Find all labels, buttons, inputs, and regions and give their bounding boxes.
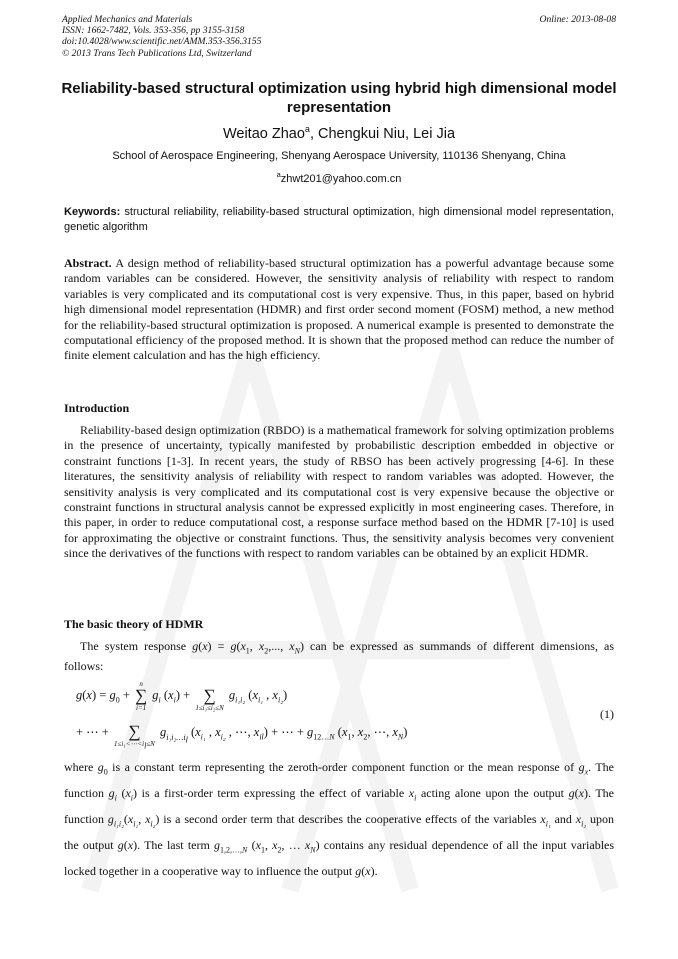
author-email[interactable]	[0, 170, 678, 185]
email-address[interactable]: zhwt201@yahoo.com.cn	[280, 173, 402, 185]
journal-header	[62, 14, 618, 59]
equation-1-line-1: $g(x) = g_0$ + n ∑ i=1 $g_i$ $(x_i)$ + ∑ 1≤i₁≤i₂≤N $g_{i_1i_2}$ ($x_{i_1}$ , $x_{i_2}$)	[76, 680, 288, 712]
section-heading-introduction: Introduction	[64, 401, 130, 415]
section-heading-hdmr: The basic theory of HDMR	[64, 617, 204, 631]
journal-copyright: © 2013 Trans Tech Publications Ltd, Switzerland	[62, 47, 252, 59]
author-affiliation-mark: a	[304, 124, 310, 134]
introduction-paragraph: Reliability-based design optimization (RBDO) is a mathematical framework for solving optimization problems in the presence of uncertainty, typically manifested by probabilistic description embedded in objective or constraint functions [1-3]. In recent years, the study of RBSO has been actively progressing [4-6]. In these literatures, the sensitivity analysis of reliability with respect to random variables was adopted. However, the sensitivity analysis is very complicated and its computational cost is very expensive because the objective or constraint functions in structural analysis cannot be expressed explicitly in most engineering cases. Therefore, in this paper, in order to reduce computational cost, a response surface method based on the HDMR [7-10] is used for approximating the objective or constraint functions. Thus, the sensitivity analysis becomes very convenient since the derivatives of the functions with respect to random variables can be obtained by an explicit HDMR.	[64, 423, 614, 561]
keywords-text: structural reliability, reliability-based structural optimization, high dimensional model representation, genetic algorithm	[64, 206, 614, 233]
keywords	[64, 205, 614, 235]
abstract-text: A design method of reliability-based structural optimization has a powerful advantage because some random variables can be considered. However, the sensitivity analysis of reliability with respect to random variables is very complicated and its computational cost is very expensive. Thus, in this paper, based on hybrid high dimensional model representation (HDMR) and first order second moment (FOSM) method, a new method for the reliability-based structural optimization is proposed. A numerical example is presented to demonstrate the computational efficiency of the proposed method. It is shown that the proposed method can reduce the number of finite element calculation and has the high efficiency.	[64, 256, 614, 363]
response-function-math: g	[192, 639, 199, 653]
author-list	[0, 124, 678, 142]
paper-title: Reliability-based structural optimization using hybrid high dimensional model representation	[61, 80, 617, 116]
equation-1-line-2: + ⋯ + ∑ $1\le i_1<\cdots<i_l\le N$ $g_{i_1i_2\dots i_l}$ ($x_{i_1}$ , $x_{i_2}$ , ⋯, $x_{il}$) + ⋯ + $g_{12\dots N}$ ($x_1$, $x_2$, ⋯, $x_N$)	[76, 722, 408, 751]
email-mark: a	[276, 170, 281, 179]
keywords-label: Keywords:	[64, 206, 121, 218]
abstract-label: Abstract.	[64, 256, 112, 270]
journal-name: Applied Mechanics and Materials	[62, 14, 193, 25]
journal-doi[interactable]: doi:10.4028/www.scientific.net/AMM.353-356.3155	[62, 36, 262, 48]
hdmr-explanation-paragraph: where $g_0$ is a constant term representing the zeroth-order component function or the mean response of $g_x$. The function $g_i$ $(x_i)$ is a first-order term expressing the effect of variable $x_i$ acting alone upon the output g(x). The function $g_{i_1i_2}(x_{i_1}$, $x_{i_2}$) is a second order term that describes the cooperative effects of the variables $x_{i_1}$ and $x_{i_2}$ upon the output g(x). The last term $g_{1,2,\dots,N}$ ($x_1$, $x_2$, … $x_N$) contains any residual dependence of all the input variables locked together in a cooperative way to influence the output g(x).	[64, 760, 615, 878]
abstract	[64, 256, 614, 364]
journal-issn: ISSN: 1662-7482, Vols. 353-356, pp 3155-3158	[62, 25, 245, 37]
equation-number: (1)	[600, 707, 614, 721]
hdmr-intro-paragraph: The system response $g(x) = g(x_1$, $x_2$,..., $x_N$) can be expressed as summands of different dimensions, as follows:	[64, 639, 615, 673]
affiliation: School of Aerospace Engineering, Shenyang Aerospace University, 110136 Shenyang, China	[112, 150, 566, 162]
author-names-rest: , Chengkui Niu, Lei Jia	[309, 125, 456, 142]
author-name: Weitao Zhao	[222, 125, 305, 142]
online-date: Online: 2013-08-08	[539, 14, 616, 25]
